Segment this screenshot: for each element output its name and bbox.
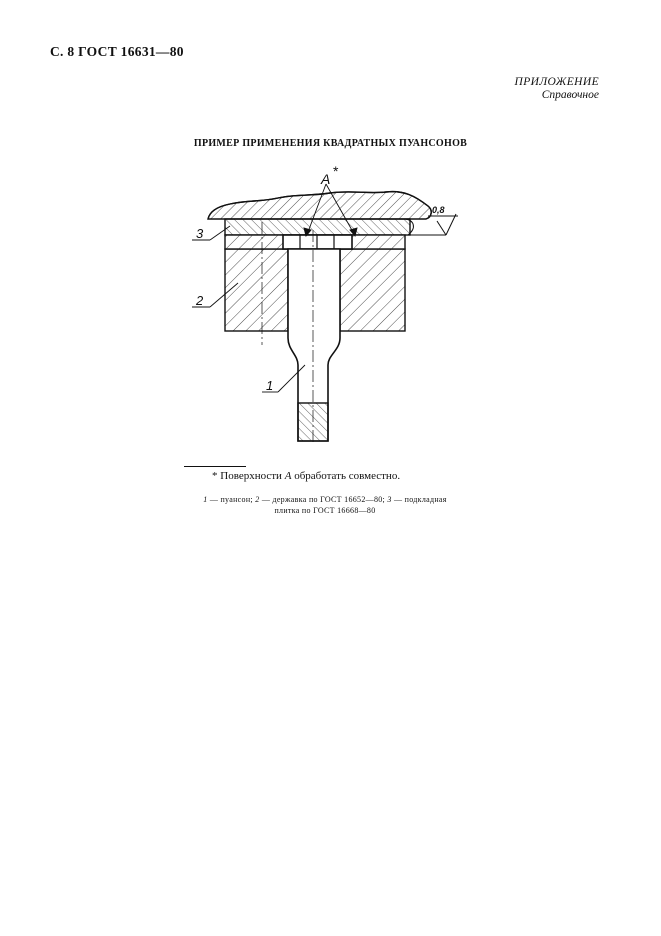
legend-n2: 2 xyxy=(255,495,260,504)
legend-line-1 xyxy=(160,494,490,505)
appendix-block xyxy=(515,76,599,102)
footnote xyxy=(212,470,400,482)
legend-d1: — пуансон; xyxy=(209,495,253,504)
section-title: ПРИМЕР ПРИМЕНЕНИЯ КВАДРАТНЫХ ПУАНСОНОВ xyxy=(193,138,468,149)
footnote-text-before: Поверхности xyxy=(220,470,282,482)
surface-label: A xyxy=(321,171,331,187)
footnote-rule xyxy=(184,466,246,467)
footnote-text-after: обработать совместно. xyxy=(294,470,401,482)
callout-3: 3 xyxy=(196,226,204,241)
backing-plate xyxy=(225,219,413,235)
appendix-subtitle: Справочное xyxy=(541,89,599,101)
callout-2: 2 xyxy=(196,293,204,308)
legend-n1: 1 xyxy=(203,495,208,504)
appendix-title: ПРИЛОЖЕНИЕ xyxy=(514,76,599,88)
footnote-surface: A xyxy=(284,470,292,482)
legend-line-2: плитка по ГОСТ 16668—80 xyxy=(274,506,376,515)
legend-n3: 3 xyxy=(387,495,392,504)
surface-asterisk: * xyxy=(333,163,339,179)
legend xyxy=(160,494,490,516)
roughness-value: 0,8 xyxy=(432,205,445,215)
press-plate xyxy=(208,192,431,219)
page-header: С. 8 ГОСТ 16631—80 xyxy=(50,44,184,59)
callout-1: 1 xyxy=(266,378,274,393)
legend-d2: — державка по ГОСТ 16652—80; xyxy=(261,495,386,504)
punch-assembly-drawing xyxy=(196,160,470,450)
legend-d3: — подкладная xyxy=(394,495,447,504)
footnote-mark: * xyxy=(212,470,218,482)
